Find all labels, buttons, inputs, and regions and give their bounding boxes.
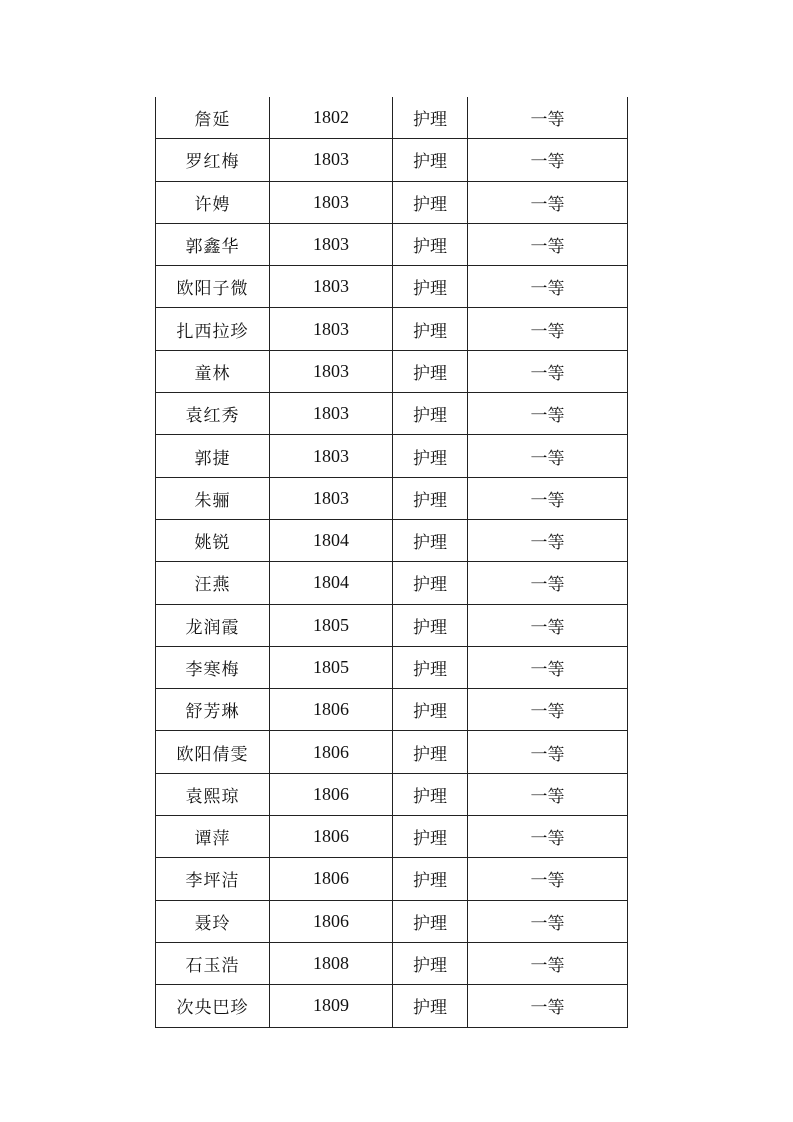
major-cell: 护理: [393, 181, 468, 223]
award-level-cell: 一等: [468, 689, 628, 731]
table-row: [156, 731, 628, 773]
roster-table-container: [155, 97, 627, 1028]
table-row: [156, 393, 628, 435]
student-name-cell: 舒芳琳: [156, 689, 270, 731]
student-name-cell: 童林: [156, 350, 270, 392]
table-row: [156, 97, 628, 139]
class-number-cell: 1802: [270, 97, 393, 139]
major-cell: 护理: [393, 266, 468, 308]
award-level-cell: 一等: [468, 731, 628, 773]
student-name-cell: 谭萍: [156, 816, 270, 858]
award-level-cell: 一等: [468, 816, 628, 858]
major-cell: 护理: [393, 773, 468, 815]
student-name-cell: 许娉: [156, 181, 270, 223]
award-level-cell: 一等: [468, 266, 628, 308]
table-row: [156, 223, 628, 265]
major-cell: 护理: [393, 604, 468, 646]
student-name-cell: 罗红梅: [156, 139, 270, 181]
major-cell: 护理: [393, 816, 468, 858]
table-row: [156, 139, 628, 181]
roster-table: [155, 97, 628, 1028]
award-level-cell: 一等: [468, 562, 628, 604]
table-row: [156, 646, 628, 688]
table-row: [156, 435, 628, 477]
student-name-cell: 朱骊: [156, 477, 270, 519]
student-name-cell: 欧阳倩雯: [156, 731, 270, 773]
major-cell: 护理: [393, 942, 468, 984]
class-number-cell: 1803: [270, 139, 393, 181]
award-level-cell: 一等: [468, 985, 628, 1027]
student-name-cell: 龙润霞: [156, 604, 270, 646]
table-row: [156, 266, 628, 308]
table-row: [156, 562, 628, 604]
student-name-cell: 李坪洁: [156, 858, 270, 900]
major-cell: 护理: [393, 435, 468, 477]
class-number-cell: 1803: [270, 435, 393, 477]
table-row: [156, 816, 628, 858]
major-cell: 护理: [393, 689, 468, 731]
student-name-cell: 郭捷: [156, 435, 270, 477]
table-row: [156, 350, 628, 392]
major-cell: 护理: [393, 646, 468, 688]
class-number-cell: 1808: [270, 942, 393, 984]
student-name-cell: 欧阳子微: [156, 266, 270, 308]
class-number-cell: 1803: [270, 223, 393, 265]
major-cell: 护理: [393, 223, 468, 265]
major-cell: 护理: [393, 900, 468, 942]
table-row: [156, 181, 628, 223]
award-level-cell: 一等: [468, 477, 628, 519]
table-row: [156, 942, 628, 984]
award-level-cell: 一等: [468, 519, 628, 561]
award-level-cell: 一等: [468, 646, 628, 688]
table-row: [156, 604, 628, 646]
table-row: [156, 308, 628, 350]
student-name-cell: 郭鑫华: [156, 223, 270, 265]
student-name-cell: 李寒梅: [156, 646, 270, 688]
student-name-cell: 汪燕: [156, 562, 270, 604]
student-name-cell: 石玉浩: [156, 942, 270, 984]
table-row: [156, 985, 628, 1027]
class-number-cell: 1806: [270, 731, 393, 773]
award-level-cell: 一等: [468, 223, 628, 265]
student-name-cell: 袁熙琼: [156, 773, 270, 815]
major-cell: 护理: [393, 562, 468, 604]
award-level-cell: 一等: [468, 604, 628, 646]
award-level-cell: 一等: [468, 350, 628, 392]
table-row: [156, 900, 628, 942]
award-level-cell: 一等: [468, 308, 628, 350]
major-cell: 护理: [393, 985, 468, 1027]
major-cell: 护理: [393, 350, 468, 392]
student-name-cell: 袁红秀: [156, 393, 270, 435]
class-number-cell: 1803: [270, 308, 393, 350]
award-level-cell: 一等: [468, 900, 628, 942]
class-number-cell: 1806: [270, 858, 393, 900]
roster-table-body: [156, 97, 628, 1027]
major-cell: 护理: [393, 477, 468, 519]
award-level-cell: 一等: [468, 435, 628, 477]
class-number-cell: 1803: [270, 350, 393, 392]
table-row: [156, 773, 628, 815]
student-name-cell: 扎西拉珍: [156, 308, 270, 350]
award-level-cell: 一等: [468, 181, 628, 223]
student-name-cell: 次央巴珍: [156, 985, 270, 1027]
major-cell: 护理: [393, 731, 468, 773]
table-row: [156, 858, 628, 900]
major-cell: 护理: [393, 97, 468, 139]
major-cell: 护理: [393, 393, 468, 435]
class-number-cell: 1809: [270, 985, 393, 1027]
student-name-cell: 詹延: [156, 97, 270, 139]
table-row: [156, 519, 628, 561]
class-number-cell: 1803: [270, 181, 393, 223]
class-number-cell: 1803: [270, 393, 393, 435]
award-level-cell: 一等: [468, 858, 628, 900]
student-name-cell: 姚锐: [156, 519, 270, 561]
major-cell: 护理: [393, 308, 468, 350]
award-level-cell: 一等: [468, 942, 628, 984]
award-level-cell: 一等: [468, 139, 628, 181]
table-row: [156, 689, 628, 731]
award-level-cell: 一等: [468, 393, 628, 435]
student-name-cell: 聂玲: [156, 900, 270, 942]
award-level-cell: 一等: [468, 97, 628, 139]
class-number-cell: 1804: [270, 562, 393, 604]
major-cell: 护理: [393, 858, 468, 900]
major-cell: 护理: [393, 519, 468, 561]
class-number-cell: 1805: [270, 646, 393, 688]
award-level-cell: 一等: [468, 773, 628, 815]
class-number-cell: 1806: [270, 900, 393, 942]
class-number-cell: 1803: [270, 266, 393, 308]
table-row: [156, 477, 628, 519]
class-number-cell: 1803: [270, 477, 393, 519]
class-number-cell: 1806: [270, 773, 393, 815]
major-cell: 护理: [393, 139, 468, 181]
class-number-cell: 1804: [270, 519, 393, 561]
class-number-cell: 1805: [270, 604, 393, 646]
class-number-cell: 1806: [270, 689, 393, 731]
class-number-cell: 1806: [270, 816, 393, 858]
